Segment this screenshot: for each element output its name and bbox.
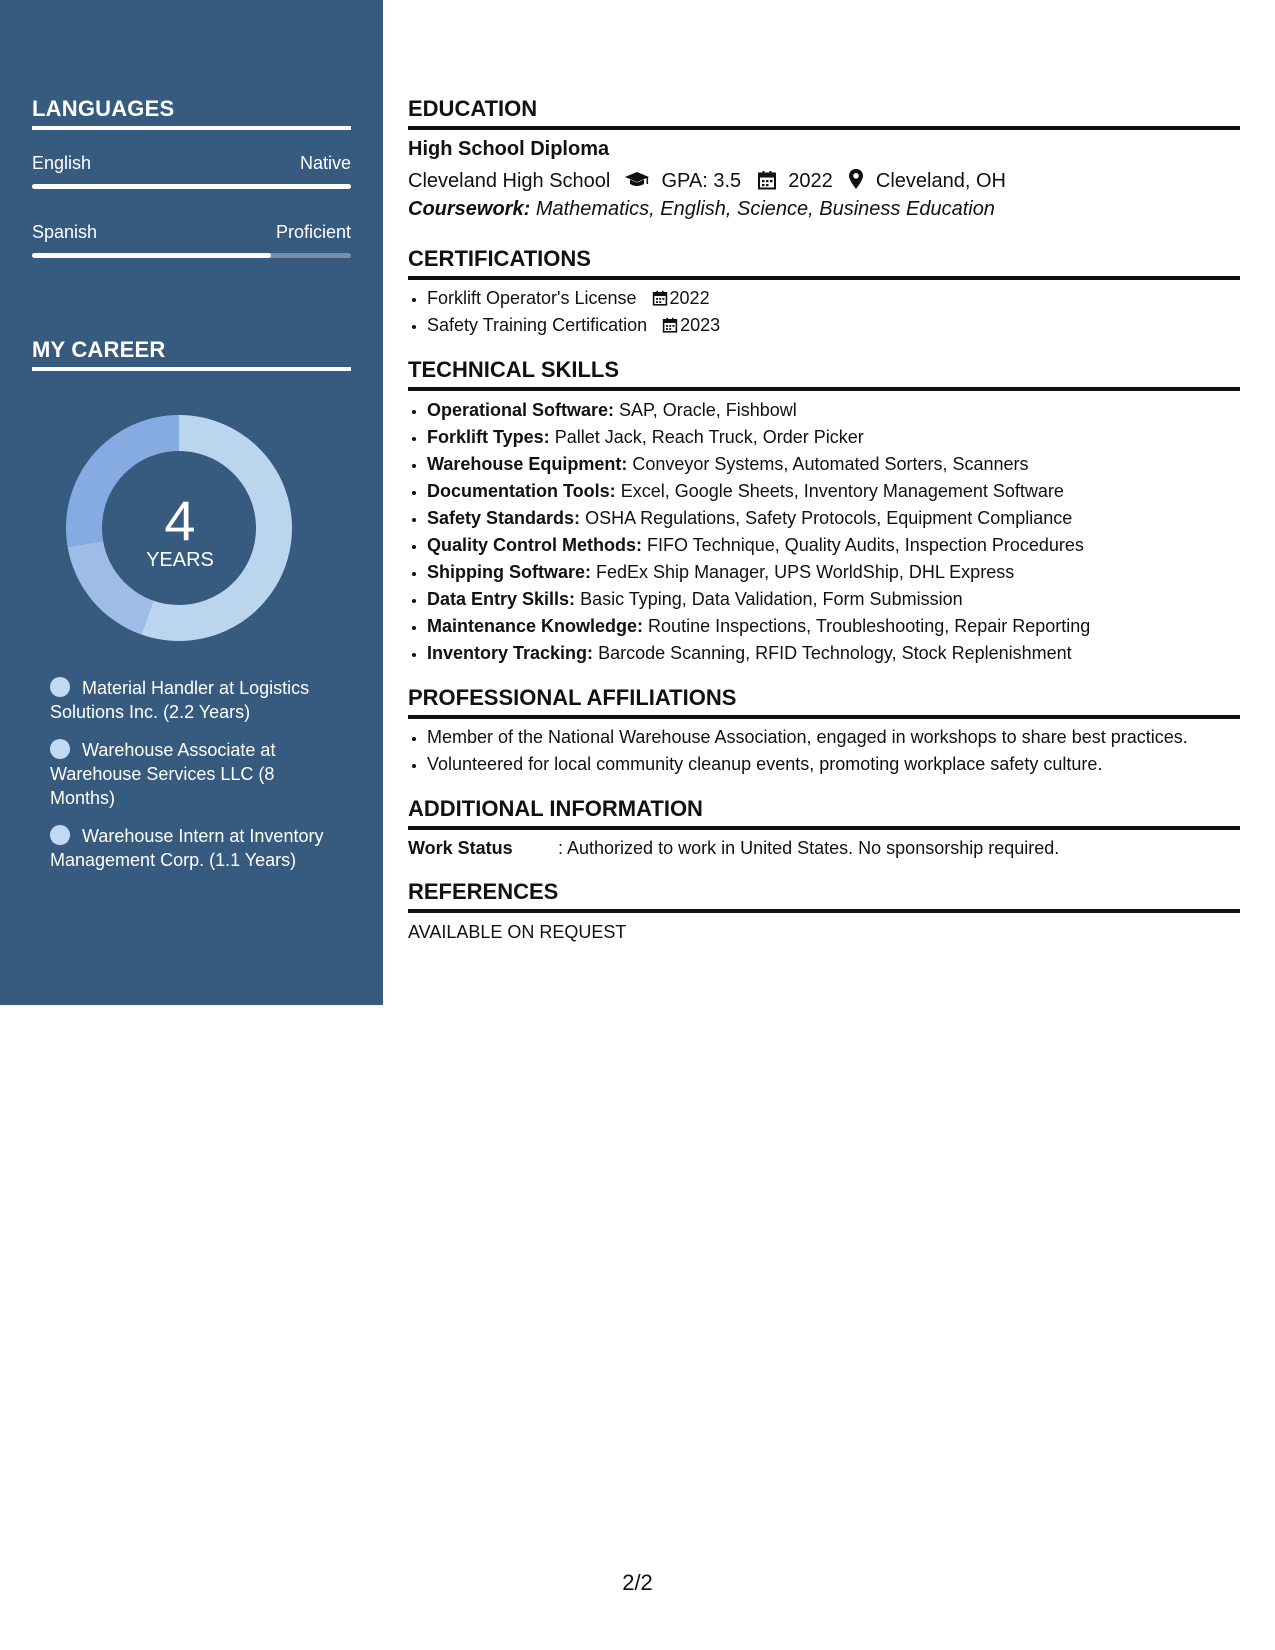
skill-label: Operational Software: bbox=[427, 400, 615, 420]
calendar-icon bbox=[652, 289, 668, 307]
career-years-number: 4 bbox=[164, 489, 196, 552]
language-row-english bbox=[32, 153, 351, 174]
certification-name: Forklift Operator's License bbox=[427, 288, 637, 308]
skill-item bbox=[427, 559, 1267, 586]
language-level: Proficient bbox=[275, 222, 351, 242]
skill-value: Conveyor Systems, Automated Sorters, Scanners bbox=[632, 454, 1029, 474]
language-bar-spanish bbox=[32, 253, 351, 258]
career-heading-rule bbox=[32, 367, 351, 371]
certification-year: 2022 bbox=[669, 288, 710, 308]
skill-item bbox=[427, 451, 1267, 478]
education-details bbox=[408, 168, 1006, 193]
career-item-text: Warehouse Associate at Warehouse Services LLC (8 Months) bbox=[50, 740, 276, 808]
skill-item bbox=[427, 640, 1267, 667]
skill-value: Basic Typing, Data Validation, Form Submission bbox=[580, 589, 963, 609]
coursework-value: Mathematics, English, Science, Business Education bbox=[535, 198, 995, 220]
skill-value: Barcode Scanning, RFID Technology, Stock Replenishment bbox=[598, 643, 1072, 663]
skill-item bbox=[427, 397, 1267, 424]
education-location: Cleveland, OH bbox=[875, 170, 1006, 192]
affiliations-list bbox=[408, 724, 1267, 778]
language-row-spanish bbox=[32, 222, 351, 243]
certification-item bbox=[427, 312, 1267, 339]
skill-label: Safety Standards: bbox=[427, 508, 581, 528]
map-pin-icon bbox=[848, 168, 864, 190]
languages-heading-rule bbox=[32, 126, 351, 130]
skill-value: Pallet Jack, Reach Truck, Order Picker bbox=[554, 427, 864, 447]
work-status-row bbox=[408, 838, 1059, 859]
skill-item bbox=[427, 532, 1267, 559]
affiliations-heading-rule bbox=[408, 715, 1240, 719]
skill-value: Excel, Google Sheets, Inventory Management Software bbox=[620, 481, 1064, 501]
skill-value: FedEx Ship Manager, UPS WorldShip, DHL Express bbox=[596, 562, 1015, 582]
skill-value: Routine Inspections, Troubleshooting, Repair Reporting bbox=[648, 616, 1091, 636]
references-text: AVAILABLE ON REQUEST bbox=[408, 922, 627, 942]
education-coursework bbox=[408, 198, 995, 221]
skill-item bbox=[427, 505, 1267, 532]
career-item bbox=[50, 738, 340, 810]
language-bar-fill bbox=[32, 253, 271, 258]
skill-label: Shipping Software: bbox=[427, 562, 591, 582]
calendar-icon bbox=[662, 316, 678, 334]
work-status-value: : Authorized to work in United States. No sponsorship required. bbox=[558, 838, 1060, 858]
education-school: Cleveland High School bbox=[408, 170, 611, 192]
technical-skills-heading: TECHNICAL SKILLS bbox=[408, 357, 620, 382]
skill-value: FIFO Technique, Quality Audits, Inspection Procedures bbox=[647, 535, 1084, 555]
skill-label: Inventory Tracking: bbox=[427, 643, 594, 663]
skill-label: Warehouse Equipment: bbox=[427, 454, 628, 474]
affiliations-heading: PROFESSIONAL AFFILIATIONS bbox=[408, 685, 737, 710]
language-bar-fill bbox=[32, 184, 351, 189]
certification-year: 2023 bbox=[680, 315, 721, 335]
references-heading-rule bbox=[408, 909, 1240, 913]
bullet-dot-icon bbox=[50, 825, 70, 845]
affiliation-item: • Member of the National Warehouse Association, engaged in workshops to share best practices. bbox=[427, 724, 1267, 751]
education-year: 2022 bbox=[788, 170, 833, 192]
graduation-cap-icon bbox=[624, 170, 650, 190]
work-status-label: Work Status bbox=[408, 838, 513, 858]
career-item-text: Warehouse Intern at Inventory Management Corp. (1.1 Years) bbox=[50, 826, 324, 870]
additional-info-heading: ADDITIONAL INFORMATION bbox=[408, 796, 703, 821]
skill-item bbox=[427, 613, 1267, 640]
page-number: 2/2 bbox=[622, 1570, 653, 1595]
skill-label: Quality Control Methods: bbox=[427, 535, 642, 555]
certifications-heading: CERTIFICATIONS bbox=[408, 246, 591, 271]
certification-item bbox=[427, 285, 1267, 312]
language-name: Spanish bbox=[32, 222, 98, 242]
skill-label: Forklift Types: bbox=[427, 427, 550, 447]
certification-name: Safety Training Certification bbox=[427, 315, 648, 335]
education-gpa: GPA: 3.5 bbox=[661, 170, 742, 192]
technical-skills-heading-rule bbox=[408, 387, 1240, 391]
certifications-list bbox=[408, 285, 1267, 339]
language-bar-english bbox=[32, 184, 351, 189]
calendar-icon bbox=[757, 170, 777, 190]
affiliation-item: • Volunteered for local community cleanup events, promoting workplace safety culture. bbox=[427, 751, 1267, 778]
skill-value: OSHA Regulations, Safety Protocols, Equipment Compliance bbox=[585, 508, 1073, 528]
bullet-dot-icon bbox=[50, 739, 70, 759]
additional-info-heading-rule bbox=[408, 826, 1240, 830]
coursework-label: Coursework: bbox=[408, 198, 531, 220]
sidebar bbox=[0, 0, 383, 1005]
education-degree: High School Diploma bbox=[408, 138, 610, 160]
career-item-text: Material Handler at Logistics Solutions Inc. (2.2 Years) bbox=[50, 678, 310, 722]
career-item bbox=[50, 676, 340, 724]
career-years-label: YEARS bbox=[146, 549, 214, 571]
skill-label: Maintenance Knowledge: bbox=[427, 616, 644, 636]
language-name: English bbox=[32, 153, 92, 173]
education-heading-rule bbox=[408, 126, 1240, 130]
bullet-dot-icon bbox=[50, 677, 70, 697]
skill-item bbox=[427, 478, 1267, 505]
skill-value: SAP, Oracle, Fishbowl bbox=[619, 400, 797, 420]
references-heading: REFERENCES bbox=[408, 879, 559, 904]
skill-label: Documentation Tools: bbox=[427, 481, 616, 501]
skill-item bbox=[427, 586, 1267, 613]
skill-label: Data Entry Skills: bbox=[427, 589, 576, 609]
career-item bbox=[50, 824, 340, 872]
language-level: Native bbox=[299, 153, 351, 173]
skill-item bbox=[427, 424, 1267, 451]
technical-skills-list bbox=[408, 397, 1267, 667]
education-heading: EDUCATION bbox=[408, 96, 538, 121]
certifications-heading-rule bbox=[408, 276, 1240, 280]
languages-heading: LANGUAGES bbox=[32, 96, 175, 121]
career-heading: MY CAREER bbox=[32, 337, 166, 362]
